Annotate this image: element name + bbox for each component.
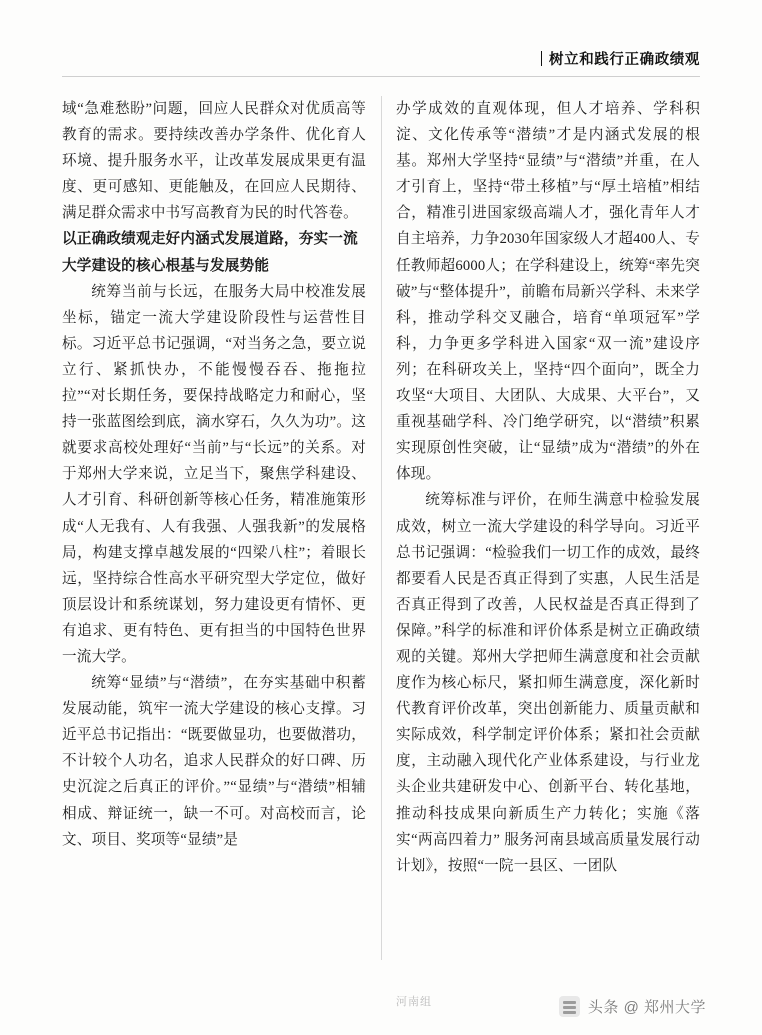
- article-body: [62, 96, 700, 960]
- left-column: [62, 96, 366, 960]
- watermark-text: 头条 @ 郑州大学: [587, 999, 706, 1016]
- paragraph: 统筹当前与长远，在服务大局中校准发展坐标，锚定一流大学建设阶段性与运营性目标。习近平总书记强调，“对当务之急，要立说立行、紧抓快办，不能慢慢吞吞、拖拖拉拉”“对长期任务，要保持战略定力和耐心，坚持一张蓝图绘到底，滴水穿石，久久为功”。这就要求高校处理好“当前”与“长远”的关系。对于郑州大学来说，立足当下，聚焦学科建设、人才引育、科研创新等核心任务，精准施策形成“人无我有、人有我强、人强我新”的发展格局，构建支撑卓越发展的“四梁八柱”；着眼长远，坚持综合性高水平研究型大学定位，做好顶层设计和系统谋划，努力建设更有情怀、更有追求、更有特色、更有担当的中国特色世界一流大学。: [62, 283, 366, 665]
- page-header: [541, 48, 701, 69]
- paragraph: 办学成效的直观体现，但人才培养、学科积淀、文化传承等“潜绩”才是内涵式发展的根基。郑州大学坚持“显绩”与“潜绩”并重，在人才引育上，坚持“带土移植”与“厚土培植”相结合，精准引进国家级高端人才，强化青年人才自主培养，力争2030年国家级人才超400人、专任教师超6000人；在学科建设上，统筹“率先突破”与“整体提升”，前瞻布局新兴学科、未来学科，推动学科交叉融合，培育“单项冠军”学科，力争更多学科进入国家“双一流”建设序列；在科研攻关上，坚持“四个面向”，既全力攻坚“大项目、大团队、大成果、大平台”，又重视基础学科、冷门绝学研究，以“潜绩”积累实现原创性突破，让“显绩”成为“潜绩”的外在体现。: [396, 101, 700, 483]
- right-column: [396, 96, 700, 960]
- paragraph: 统筹“显绩”与“潜绩”，在夯实基础中积蓄发展动能，筑牢一流大学建设的核心支撑。习近平总书记指出：“既要做显功，也要做潜功，不计较个人功名，追求人民群众的好口碑、历史沉淀之后真正的评价。”“显绩”与“潜绩”相辅相成、辩证统一，缺一不可。对高校而言，论文、项目、奖项等“显绩”是: [62, 675, 366, 848]
- toutiao-logo-icon: [559, 996, 580, 1017]
- paragraph: 统筹标准与评价，在师生满意中检验发展成效，树立一流大学建设的科学导向。习近平总书记强调：“检验我们一切工作的成效，最终都要看人民是否真正得到了实惠，人民生活是否真正得到了改善，人民权益是否真正得到了保障。”科学的标准和评价体系是树立正确政绩观的关键。郑州大学把师生满意度和社会贡献度作为核心标尺，紧扣师生满意度，深化新时代教育评价改革，突出创新能力、质量贡献和实际成效，科学制定评价体系；紧扣社会贡献度，主动融入现代化产业体系建设，与行业龙头企业共建研发中心、创新平台、转化基地，推动科技成果向新质生产力转化；实施《落实“两高四着力” 服务河南县域高质量发展行动计划》，按照“一院一县区、一团队: [396, 492, 700, 874]
- page-header-title: 树立和践行正确政绩观: [549, 52, 700, 68]
- vertical-bar-icon: [541, 51, 543, 66]
- watermark: [559, 996, 706, 1017]
- page-footer-note: 河南组: [396, 996, 432, 1008]
- paragraph: 域“急难愁盼”问题，回应人民群众对优质高等教育的需求。要持续改善办学条件、优化育人环境、提升服务水平，让改革发展成果更有温度、更可感知、更能触及，在回应人民期待、满足群众需求中书写高教育为民的时代答卷。: [62, 101, 366, 222]
- header-divider: [62, 76, 700, 77]
- section-heading: 以正确政绩观走好内涵式发展道路，夯实一流大学建设的核心根基与发展势能: [62, 231, 358, 274]
